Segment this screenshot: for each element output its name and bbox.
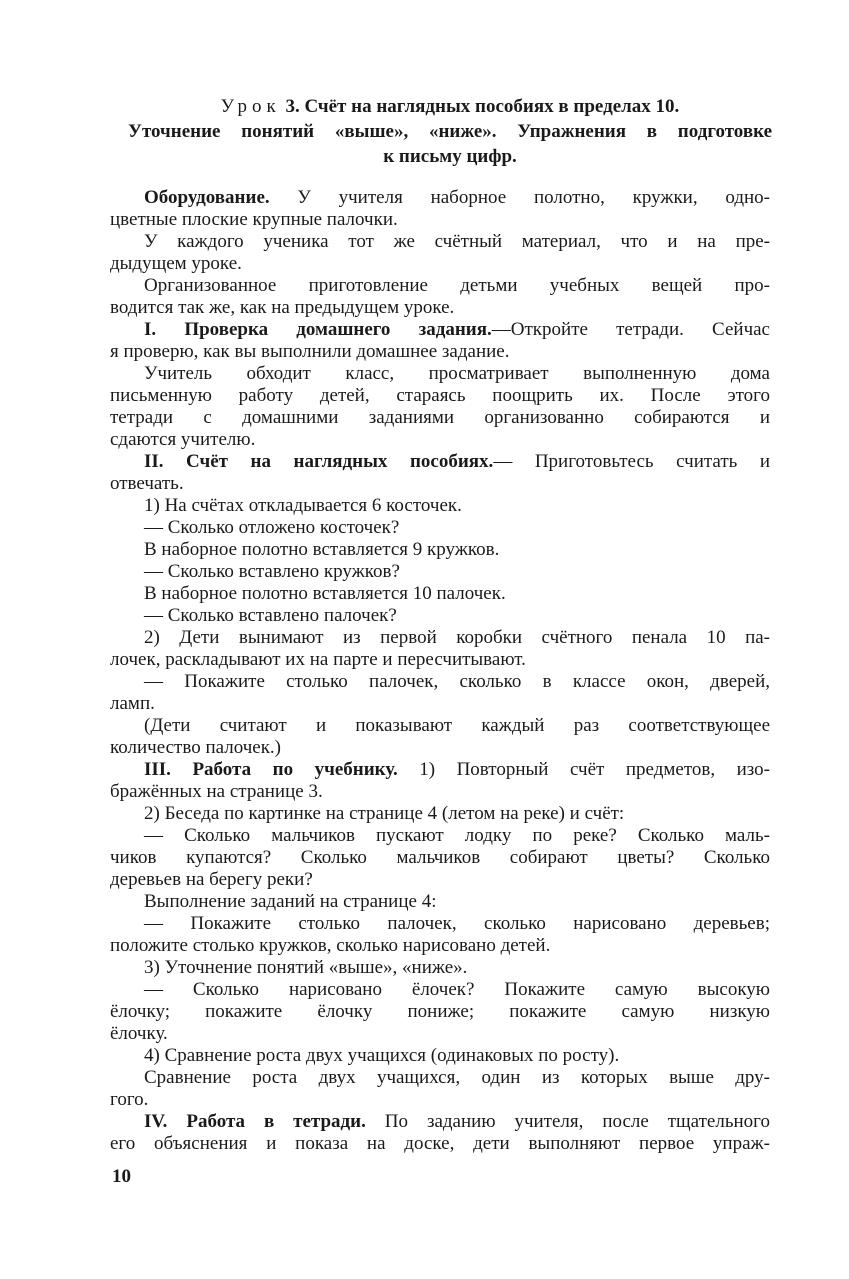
text-line (110, 957, 770, 979)
text-line (110, 935, 770, 957)
line-text: сдаются учителю. (110, 429, 256, 450)
text-line (110, 913, 770, 935)
page-number: 10 (112, 1166, 131, 1187)
paragraph (110, 231, 770, 275)
line-text: Выполнение заданий на странице 4: (144, 891, 437, 912)
line-text: ёлочку; покажите ёлочку пониже; покажите самую низкую (110, 1001, 770, 1022)
line-text: я проверю, как вы выполнили домашнее задание. (110, 341, 510, 362)
paragraph (110, 913, 770, 957)
line-text: количество палочек.) (110, 737, 282, 758)
paragraph (110, 363, 770, 451)
paragraph (110, 583, 770, 605)
line-text: — Покажите столько палочек, сколько в классе окон, дверей, (144, 671, 770, 692)
paragraph (110, 539, 770, 561)
text-line (110, 407, 770, 429)
text-line (110, 1067, 770, 1089)
text-line (110, 1133, 770, 1155)
line-text: его объяснения и показа на доске, дети выполняют первое упраж- (110, 1133, 770, 1154)
line-text: — Сколько нарисовано ёлочек? Покажите самую высокую (144, 979, 770, 1000)
line-text: водится так же, как на предыдущем уроке. (110, 297, 455, 318)
paragraph (110, 1067, 770, 1111)
text-line (110, 341, 770, 363)
paragraph (110, 187, 770, 231)
paragraph (110, 561, 770, 583)
text-line (110, 495, 770, 517)
text-line (110, 803, 770, 825)
text-line (110, 847, 770, 869)
line-text: По заданию учителя, после тщательного (365, 1111, 770, 1132)
paragraph (110, 627, 770, 671)
section-heading: III. Работа по учебнику. (144, 759, 398, 780)
line-text: Организованное приготовление детьми учебных вещей про- (144, 275, 770, 296)
paragraph (110, 275, 770, 319)
paragraph (110, 957, 770, 979)
text-line (110, 297, 770, 319)
line-text: — Покажите столько палочек, сколько нарисовано деревьев; (144, 913, 770, 934)
title-line-2: Уточнение понятий «выше», «ниже». Упражнения в подготовке (128, 121, 772, 142)
text-line (110, 605, 770, 627)
line-text: 2) Беседа по картинке на странице 4 (летом на реке) и счёт: (144, 803, 625, 824)
line-text: У каждого ученика тот же счётный материал, что и на пре- (144, 231, 770, 252)
line-text: положите столько кружков, сколько нарисовано детей. (110, 935, 551, 956)
text-line (110, 627, 770, 649)
line-text: гого. (110, 1089, 149, 1110)
line-text: У учителя наборное полотно, кружки, одно- (269, 187, 770, 208)
text-line (110, 231, 770, 253)
text-line (110, 539, 770, 561)
paragraph (110, 803, 770, 825)
text-line (110, 759, 770, 781)
line-text: В наборное полотно вставляется 10 палочек. (144, 583, 506, 604)
title-line-1 (128, 94, 772, 119)
text-line (110, 583, 770, 605)
line-text: 2) Дети вынимают из первой коробки счётного пенала 10 па- (144, 627, 770, 648)
text-line (110, 319, 770, 341)
text-line (110, 979, 770, 1001)
text-line (110, 1023, 770, 1045)
paragraph (110, 671, 770, 715)
section-heading: IV. Работа в тетради. (144, 1111, 366, 1132)
text-line (110, 451, 770, 473)
text-line (110, 781, 770, 803)
paragraph (110, 825, 770, 891)
paragraph (110, 759, 770, 803)
text-line (110, 693, 770, 715)
text-line (110, 363, 770, 385)
line-text: деревьев на берегу реки? (110, 869, 313, 890)
line-text: письменную работу детей, стараясь поощрить их. После этого (110, 385, 770, 406)
paragraph (110, 605, 770, 627)
text-line (110, 429, 770, 451)
line-text: Учитель обходит класс, просматривает выполненную дома (144, 363, 770, 384)
line-text: бражённых на странице 3. (110, 781, 323, 802)
text-line (110, 737, 770, 759)
section-heading: I. Проверка домашнего задания. (144, 319, 492, 340)
lesson-title (128, 94, 772, 169)
title-line-1-text: 3. Счёт на наглядных пособиях в пределах 10. (280, 96, 680, 117)
text-line (110, 715, 770, 737)
line-text: лочек, раскладывают их на парте и пересчитывают. (110, 649, 526, 670)
line-text: — Приготовьтесь считать и (493, 451, 770, 472)
paragraph (110, 495, 770, 517)
title-line-3: к письму цифр. (383, 146, 517, 167)
text-line (110, 517, 770, 539)
line-text: ламп. (110, 693, 155, 714)
line-text: — Сколько вставлено кружков? (144, 561, 400, 582)
line-text: чиков купаются? Сколько мальчиков собирают цветы? Сколько (110, 847, 770, 868)
line-text: В наборное полотно вставляется 9 кружков. (144, 539, 500, 560)
line-text: 1) На счётах откладывается 6 косточек. (144, 495, 462, 516)
paragraph (110, 715, 770, 759)
text-line (110, 209, 770, 231)
lesson-word: Урок (220, 96, 281, 117)
text-line (110, 1045, 770, 1067)
line-text: цветные плоские крупные палочки. (110, 209, 398, 230)
text-line (110, 473, 770, 495)
line-text: (Дети считают и показывают каждый раз соответствующее (144, 715, 770, 736)
paragraph (110, 891, 770, 913)
text-line (110, 825, 770, 847)
paragraph (110, 1045, 770, 1067)
text-line (110, 385, 770, 407)
text-line (110, 1111, 770, 1133)
paragraph (110, 517, 770, 539)
line-text: дыдущем уроке. (110, 253, 242, 274)
line-text: —Откройте тетради. Сейчас (491, 319, 770, 340)
paragraph (110, 451, 770, 495)
line-text: 4) Сравнение роста двух учащихся (одинаковых по росту). (144, 1045, 620, 1066)
line-text: 3) Уточнение понятий «выше», «ниже». (144, 957, 468, 978)
section-heading: Оборудование. (144, 187, 270, 208)
text-line (110, 253, 770, 275)
line-text: Сравнение роста двух учащихся, один из которых выше дру- (144, 1067, 770, 1088)
line-text: ёлочку. (110, 1023, 168, 1044)
text-line (110, 891, 770, 913)
paragraph (110, 1111, 770, 1155)
line-text: тетради с домашними заданиями организованно собираются и (110, 407, 770, 428)
text-line (110, 671, 770, 693)
text-line (110, 1001, 770, 1023)
text-line (110, 1089, 770, 1111)
line-text: — Сколько отложено косточек? (144, 517, 400, 538)
line-text: — Сколько мальчиков пускают лодку по реке? Сколько маль- (144, 825, 770, 846)
line-text: отвечать. (110, 473, 184, 494)
lesson-body (110, 187, 770, 1155)
section-heading: II. Счёт на наглядных пособиях. (144, 451, 494, 472)
text-line (110, 561, 770, 583)
text-line (110, 649, 770, 671)
paragraph (110, 979, 770, 1045)
line-text: 1) Повторный счёт предметов, изо- (397, 759, 771, 780)
text-line (110, 869, 770, 891)
line-text: — Сколько вставлено палочек? (144, 605, 397, 626)
text-line (110, 275, 770, 297)
paragraph (110, 319, 770, 363)
text-line (110, 187, 770, 209)
